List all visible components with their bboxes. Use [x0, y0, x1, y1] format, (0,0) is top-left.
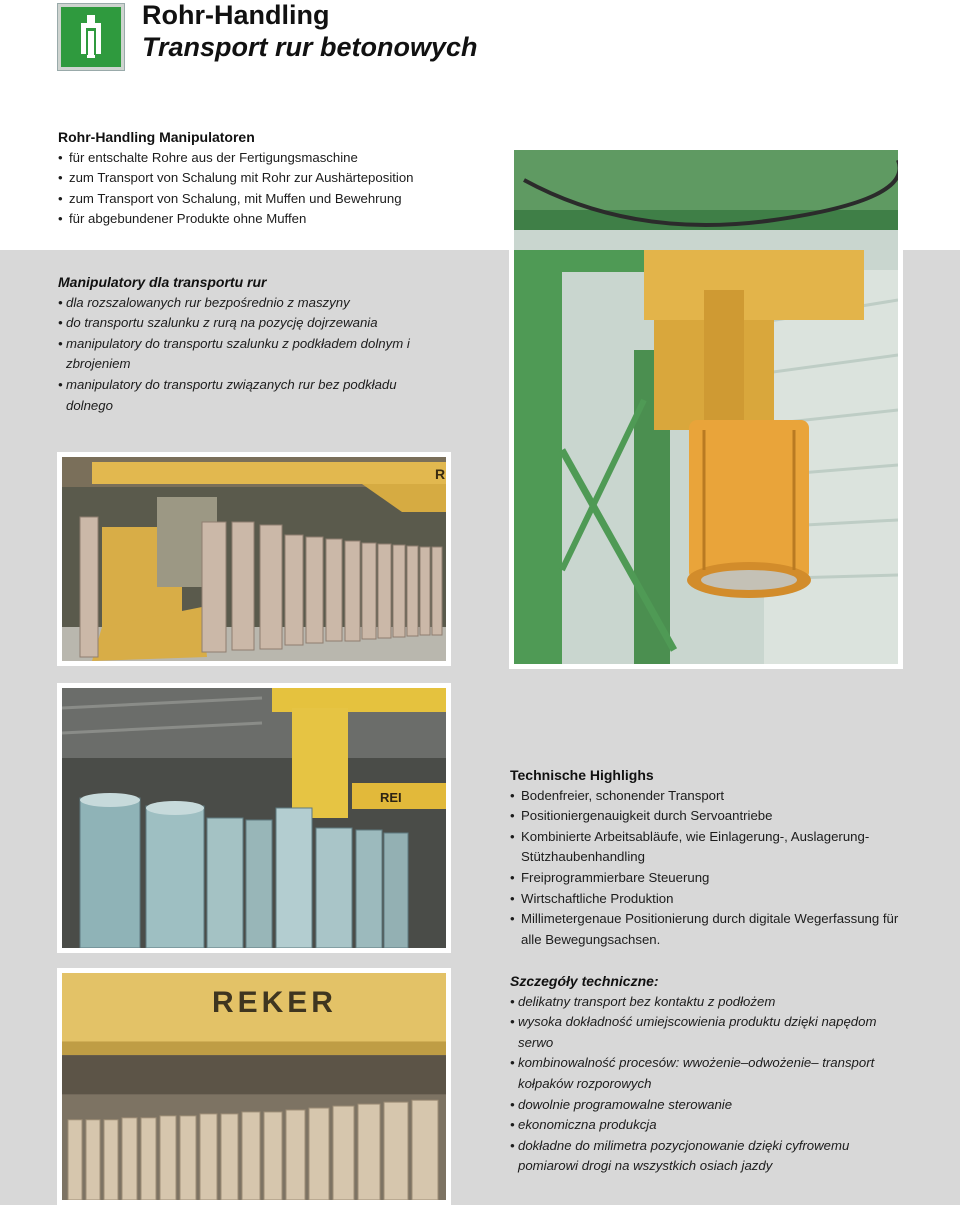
photo-pipe-row: [57, 452, 451, 666]
list-item: • Bodenfreier, schonender Transport: [510, 786, 920, 807]
tech-pl-section: [510, 971, 880, 1177]
tech-pl-heading: Szczegóły techniczne:: [510, 973, 659, 989]
list-item: • für entschalte Rohre aus der Fertigungsmaschine: [58, 148, 498, 169]
gantry-sign: R: [435, 466, 446, 482]
pl-intro-heading: Manipulatory dla transportu rur: [58, 274, 267, 290]
list-item: • zum Transport von Schalung mit Rohr zur Aushärteposition: [58, 168, 498, 189]
list-item: • delikatny transport bez kontaktu z podłożem: [510, 992, 880, 1013]
logo: [58, 4, 124, 70]
page-title: Rohr-Handling: [142, 0, 330, 30]
de-intro-list: [58, 148, 498, 230]
list-item: • Kombinierte Arbeitsabläufe, wie Einlagerung-, Auslagerung-Stützhaubenhandling: [510, 827, 920, 868]
page-subtitle: Transport rur betonowych: [142, 32, 478, 62]
tech-de-section: [510, 765, 920, 950]
photo-storage-manipulator: [57, 683, 451, 953]
storage-sign: REI: [380, 790, 402, 805]
hall-sign: REKER: [212, 986, 337, 1020]
tech-pl-list: [510, 992, 880, 1177]
list-item: • Wirtschaftliche Produktion: [510, 889, 920, 910]
photo-gantry-manipulator: [509, 145, 903, 669]
pl-intro-list: [58, 293, 428, 417]
list-item: • für abgebundener Produkte ohne Muffen: [58, 209, 498, 230]
tech-de-list: [510, 786, 920, 951]
list-item: • dowolnie programowalne sterowanie: [510, 1095, 880, 1116]
de-intro-heading: Rohr-Handling Manipulatoren: [58, 129, 255, 145]
list-item: • do transportu szalunku z rurą na pozycję dojrzewania: [58, 313, 428, 334]
list-item: • wysoka dokładność umiejscowienia produktu dzięki napędom serwo: [510, 1012, 880, 1053]
list-item: • Positioniergenauigkeit durch Servoantriebe: [510, 806, 920, 827]
list-item: • dla rozszalowanych rur bezpośrednio z maszyny: [58, 293, 428, 314]
list-item: • kombinowalność procesów: wwożenie–odwożenie– transport kołpaków rozporowych: [510, 1053, 880, 1094]
photo-reker-hall: [57, 968, 451, 1205]
pipe-handling-icon: [61, 7, 121, 67]
list-item: • Freiprogrammierbare Steuerung: [510, 868, 920, 889]
list-item: • manipulatory do transportu szalunku z podkładem dolnym i zbrojeniem: [58, 334, 428, 375]
list-item: • dokładne do milimetra pozycjonowanie dzięki cyfrowemu pomiarowi drogi na wszystkich osiach jazdy: [510, 1136, 880, 1177]
de-intro-section: [58, 127, 498, 230]
list-item: • Millimetergenaue Positionierung durch digitale Wegerfassung für alle Bewegungsachsen.: [510, 909, 920, 950]
pl-intro-section: [58, 272, 428, 416]
list-item: • manipulatory do transportu związanych rur bez podkładu dolnego: [58, 375, 428, 416]
tech-de-heading: Technische Highlighs: [510, 767, 654, 783]
list-item: • zum Transport von Schalung, mit Muffen und Bewehrung: [58, 189, 498, 210]
list-item: • ekonomiczna produkcja: [510, 1115, 880, 1136]
